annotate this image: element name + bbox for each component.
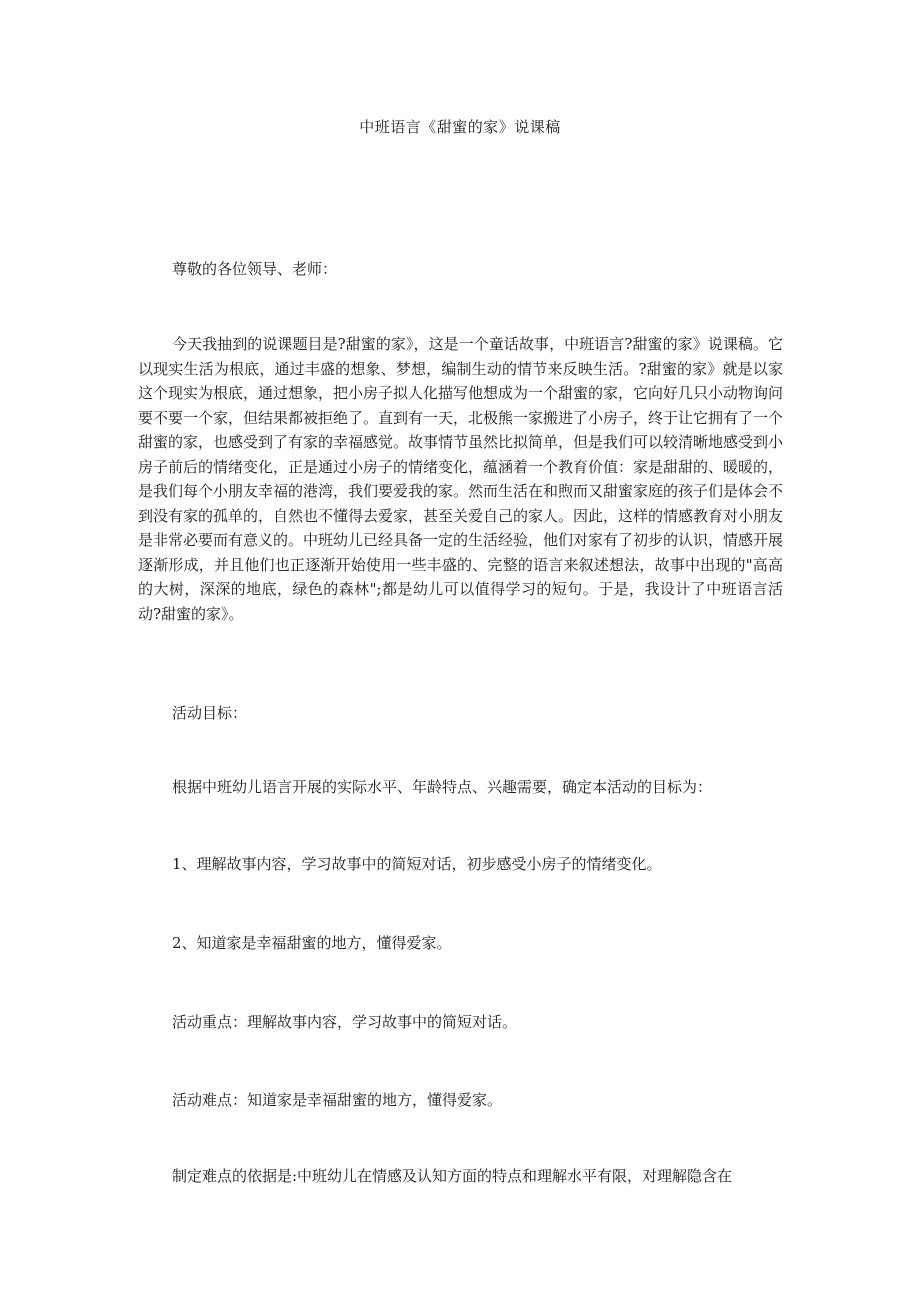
goals-heading: 活动目标： [172,704,248,722]
key-point: 活动重点：理解故事内容，学习故事中的简短对话。 [172,1013,518,1031]
goal-item-2: 2、知道家是幸福甜蜜的地方，懂得爱家。 [172,934,452,952]
intro-paragraph: 今天我抽到的说课题目是?甜蜜的家》，这是一个童话故事，中班语言?甜蜜的家》说课稿。它以现实生活为根底，通过丰盛的想象、梦想，编制生动的情节来反映生活。?甜蜜的家》就是以家这个现实为根底，通过想象，把小房子拟人化描写他想成为一个甜蜜的家，它向好几只小动物询问要不要一个家，但结果都被拒绝了。直到有一天，北极熊一家搬进了小房子，终于让它拥有了一个甜蜜的家，也感受到了有家的幸福感觉。故事情节虽然比拟简单，但是我们可以较清晰地感受到小房子前后的情绪变化，正是通过小房子的情绪变化，蕴涵着一个教育价值：家是甜甜的、暖暖的，是我们每个小朋友幸福的港湾，我们要爱我的家。然而生活在和煦而又甜蜜家庭的孩子们是体会不到没有家的孤单的，自然也不懂得去爱家，甚至关爱自己的家人。因此，这样的情感教育对小朋友是非常必要而有意义的。中班幼儿已经具备一定的生活经验，他们对家有了初步的认识，情感开展逐渐形成，并且他们也正逐渐开始使用一些丰盛的、完整的语言来叙述想法，故事中出现的"高高的大树，深深的地底，绿色的森林";都是幼儿可以值得学习的短句。于是，我设计了中班语言活动?甜蜜的家》。 [138,335,784,623]
document-title: 中班语言《甜蜜的家》说课稿 [359,118,561,136]
goals-basis: 根据中班幼儿语言开展的实际水平、年龄特点、兴趣需要，确定本活动的目标为： [172,778,713,796]
difficult-point: 活动难点：知道家是幸福甜蜜的地方，懂得爱家。 [172,1091,503,1109]
greeting: 尊敬的各位领导、老师： [172,260,338,278]
difficulty-basis: 制定难点的依据是:中班幼儿在情感及认知方面的特点和理解水平有限，对理解隐含在 [172,1167,733,1185]
goal-item-1: 1、理解故事内容，学习故事中的简短对话，初步感受小房子的情绪变化。 [172,855,662,873]
